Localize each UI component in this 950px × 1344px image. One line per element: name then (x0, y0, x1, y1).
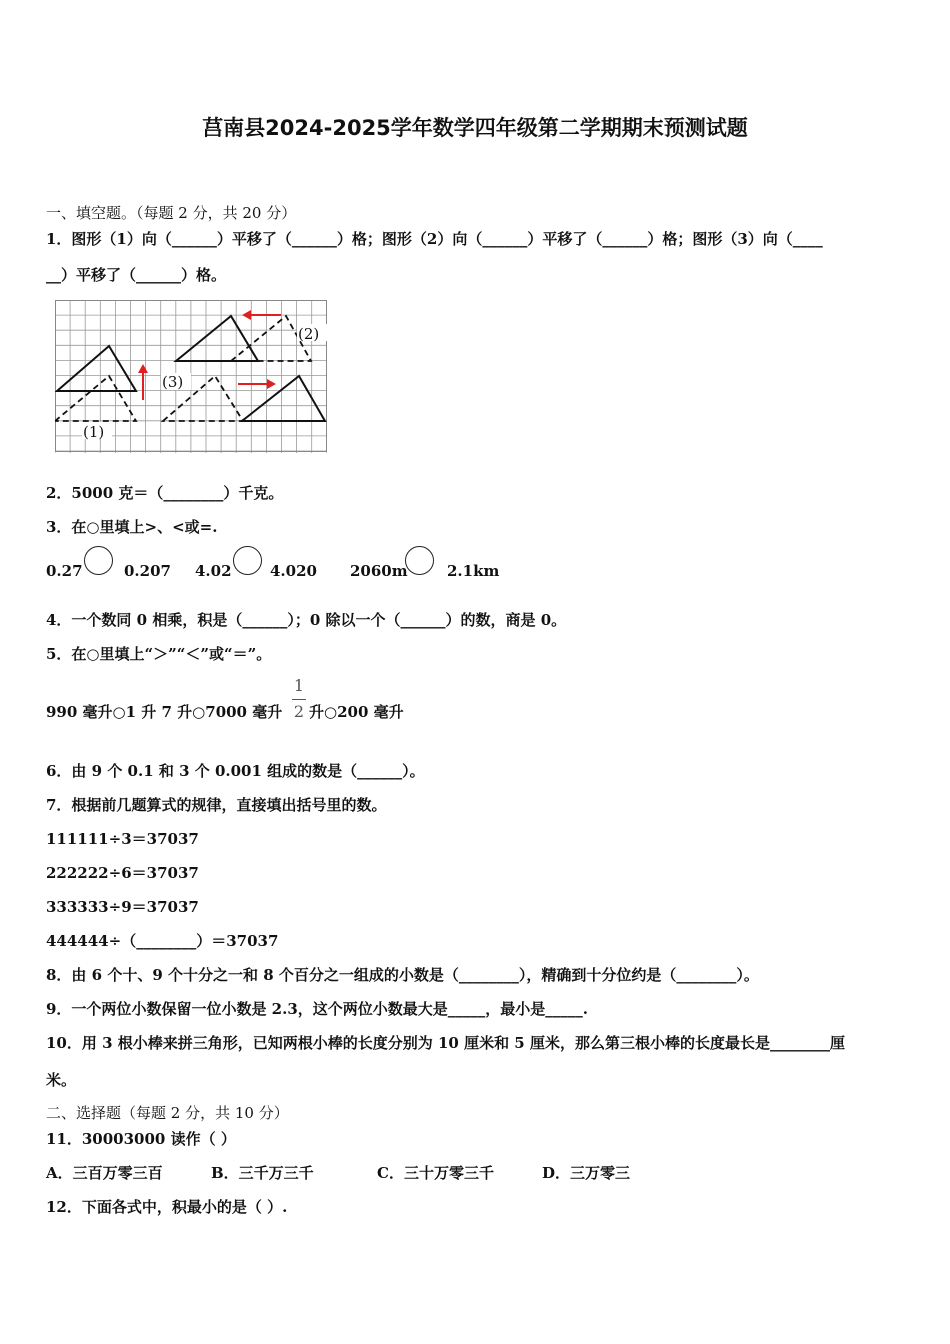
question-1-line-1: 1．图形（1）向（______）平移了（______）格；图形（2）向（______）平移了（______）格；图形（3）向（____ (46, 230, 823, 248)
triangle-3-solid (242, 376, 325, 421)
triangle-1-solid (57, 346, 136, 391)
figure-label-2: (2) (298, 325, 320, 343)
question-6: 6．由 9 个 0.1 和 3 个 0.001 组成的数是（______）。 (46, 762, 425, 780)
q11-option-d[interactable]: D．三万零三 (542, 1164, 631, 1182)
triangle-2-solid (176, 316, 258, 361)
figure-label-1: (1) (83, 423, 105, 441)
q7-equation-1: 111111÷3＝37037 (46, 830, 199, 848)
q3-item-2-right: 4.020 (270, 562, 317, 580)
question-7: 7．根据前几题算式的规律，直接填出括号里的数。 (46, 796, 387, 814)
q7-equation-4: 444444÷（________）＝37037 (46, 932, 279, 950)
red-arrow-up-icon (138, 364, 148, 400)
fraction-denominator: 2 (293, 702, 305, 721)
question-11: 11．30003000 读作（ ） (46, 1130, 236, 1148)
section-heading-fill-in: 一、填空题。（每题 2 分，共 20 分） (46, 204, 297, 222)
question-5-line-b: 升○200 毫升 (309, 703, 404, 721)
question-1-line-2: __）平移了（______）格。 (46, 266, 227, 284)
q11-option-a[interactable]: A．三百万零三百 (46, 1164, 163, 1182)
question-3: 3．在○里填上>、<或=. (46, 518, 218, 536)
question-2: 2．5000 克＝（________）千克。 (46, 484, 284, 502)
question-10-line-1: 10．用 3 根小棒来拼三角形，已知两根小棒的长度分别为 10 厘米和 5 厘米，那么第三根小棒的长度最长是________厘 (46, 1034, 845, 1052)
question-12: 12．下面各式中，积最小的是（ ）. (46, 1198, 288, 1216)
question-9: 9．一个两位小数保留一位小数是 2.3，这个两位小数最大是_____，最小是_____. (46, 1000, 588, 1018)
page-title: 莒南县2024-2025学年数学四年级第二学期期末预测试题 (202, 116, 748, 140)
question-4: 4．一个数同 0 相乘，积是（______）；0 除以一个（______）的数，商是 0。 (46, 611, 567, 629)
q3-item-3-right: 2.1km (447, 562, 500, 580)
q7-equation-3: 333333÷9＝37037 (46, 898, 199, 916)
section-heading-choice: 二、选择题（每题 2 分，共 10 分） (46, 1104, 289, 1122)
question-5: 5．在○里填上“＞”“＜”或“＝”。 (46, 645, 272, 663)
q3-item-1-right: 0.207 (124, 562, 171, 580)
q3-item-3-left: 2060m (350, 562, 408, 580)
compare-circle-2[interactable] (233, 546, 262, 575)
q3-item-2-left: 4.02 (195, 562, 232, 580)
red-arrow-left-icon (242, 310, 281, 320)
q11-option-b[interactable]: B．三千万三千 (211, 1164, 314, 1182)
question-8: 8．由 6 个十、9 个十分之一和 8 个百分之一组成的小数是（________），精确到十分位约是（________）。 (46, 966, 759, 984)
compare-circle-1[interactable] (84, 546, 113, 575)
red-arrow-right-icon (238, 379, 276, 389)
fraction-bar (292, 699, 306, 700)
question-10-line-2: 米。 (46, 1071, 77, 1089)
compare-circle-3[interactable] (405, 546, 434, 575)
question-5-line-a: 990 毫升○1 升 7 升○7000 毫升 (46, 703, 283, 721)
q11-option-c[interactable]: C．三十万零三千 (377, 1164, 494, 1182)
fraction-numerator: 1 (293, 676, 305, 695)
translation-grid-figure (55, 300, 327, 453)
figure-label-3: (3) (162, 373, 184, 391)
q3-item-1-left: 0.27 (46, 562, 83, 580)
q7-equation-2: 222222÷6＝37037 (46, 864, 199, 882)
